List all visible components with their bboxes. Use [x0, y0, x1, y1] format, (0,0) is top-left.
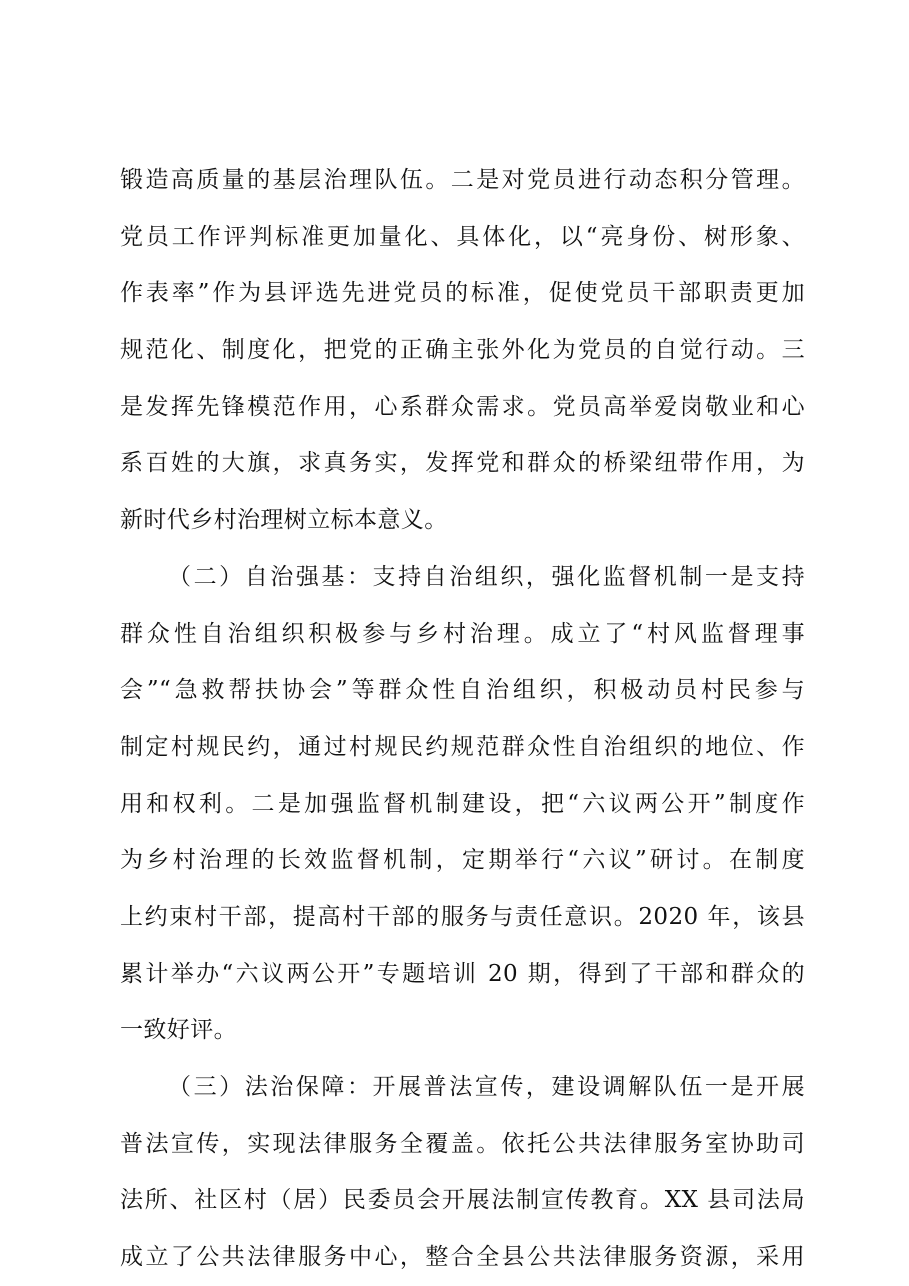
text-line: 新时代乡村治理树立标本意义。	[120, 507, 448, 534]
text-line: 上约束村干部，提高村干部的服务与责任意识。2020 年，该县	[120, 903, 805, 930]
text-line: 一致好评。	[120, 1017, 237, 1044]
text-line: 为乡村治理的长效监督机制，定期举行“六议”研讨。在制度	[120, 847, 805, 874]
text-line: 系百姓的大旗，求真务实，发挥党和群众的桥梁纽带作用，为	[120, 450, 805, 477]
text-line: 成立了公共法律服务中心，整合全县公共法律服务资源，采用	[120, 1244, 805, 1271]
text-line: 规范化、制度化，把党的正确主张外化为党员的自觉行动。三	[120, 337, 805, 364]
text-line: 群众性自治组织积极参与乡村治理。成立了“村风监督理事	[120, 620, 805, 647]
text-line: 作表率”作为县评选先进党员的标准，促使党员干部职责更加	[120, 280, 805, 307]
text-line: 党员工作评判标准更加量化、具体化，以“亮身份、树形象、	[120, 223, 805, 250]
text-line: 是发挥先锋模范作用，心系群众需求。党员高举爱岗敬业和心	[120, 393, 805, 420]
text-line: 法所、社区村（居）民委员会开展法制宣传教育。XX 县司法局	[120, 1187, 805, 1214]
text-line: 普法宣传，实现法律服务全覆盖。依托公共法律服务室协助司	[120, 1130, 805, 1157]
text-line: 用和权利。二是加强监督机制建设，把“六议两公开”制度作	[120, 790, 805, 817]
text-line: 制定村规民约，通过村规民约规范群众性自治组织的地位、作	[120, 733, 805, 760]
document-body	[120, 152, 805, 1286]
section-heading-line: （二）自治强基：支持自治组织，强化监督机制一是支持	[168, 563, 805, 590]
section-heading-line: （三）法治保障：开展普法宣传，建设调解队伍一是开展	[168, 1074, 805, 1100]
text-line: 锻造高质量的基层治理队伍。二是对党员进行动态积分管理。	[120, 167, 805, 193]
text-line: 累计举办“六议两公开”专题培训 20 期，得到了干部和群众的	[120, 960, 805, 987]
text-line: 会”“急救帮扶协会”等群众性自治组织，积极动员村民参与	[120, 677, 805, 704]
